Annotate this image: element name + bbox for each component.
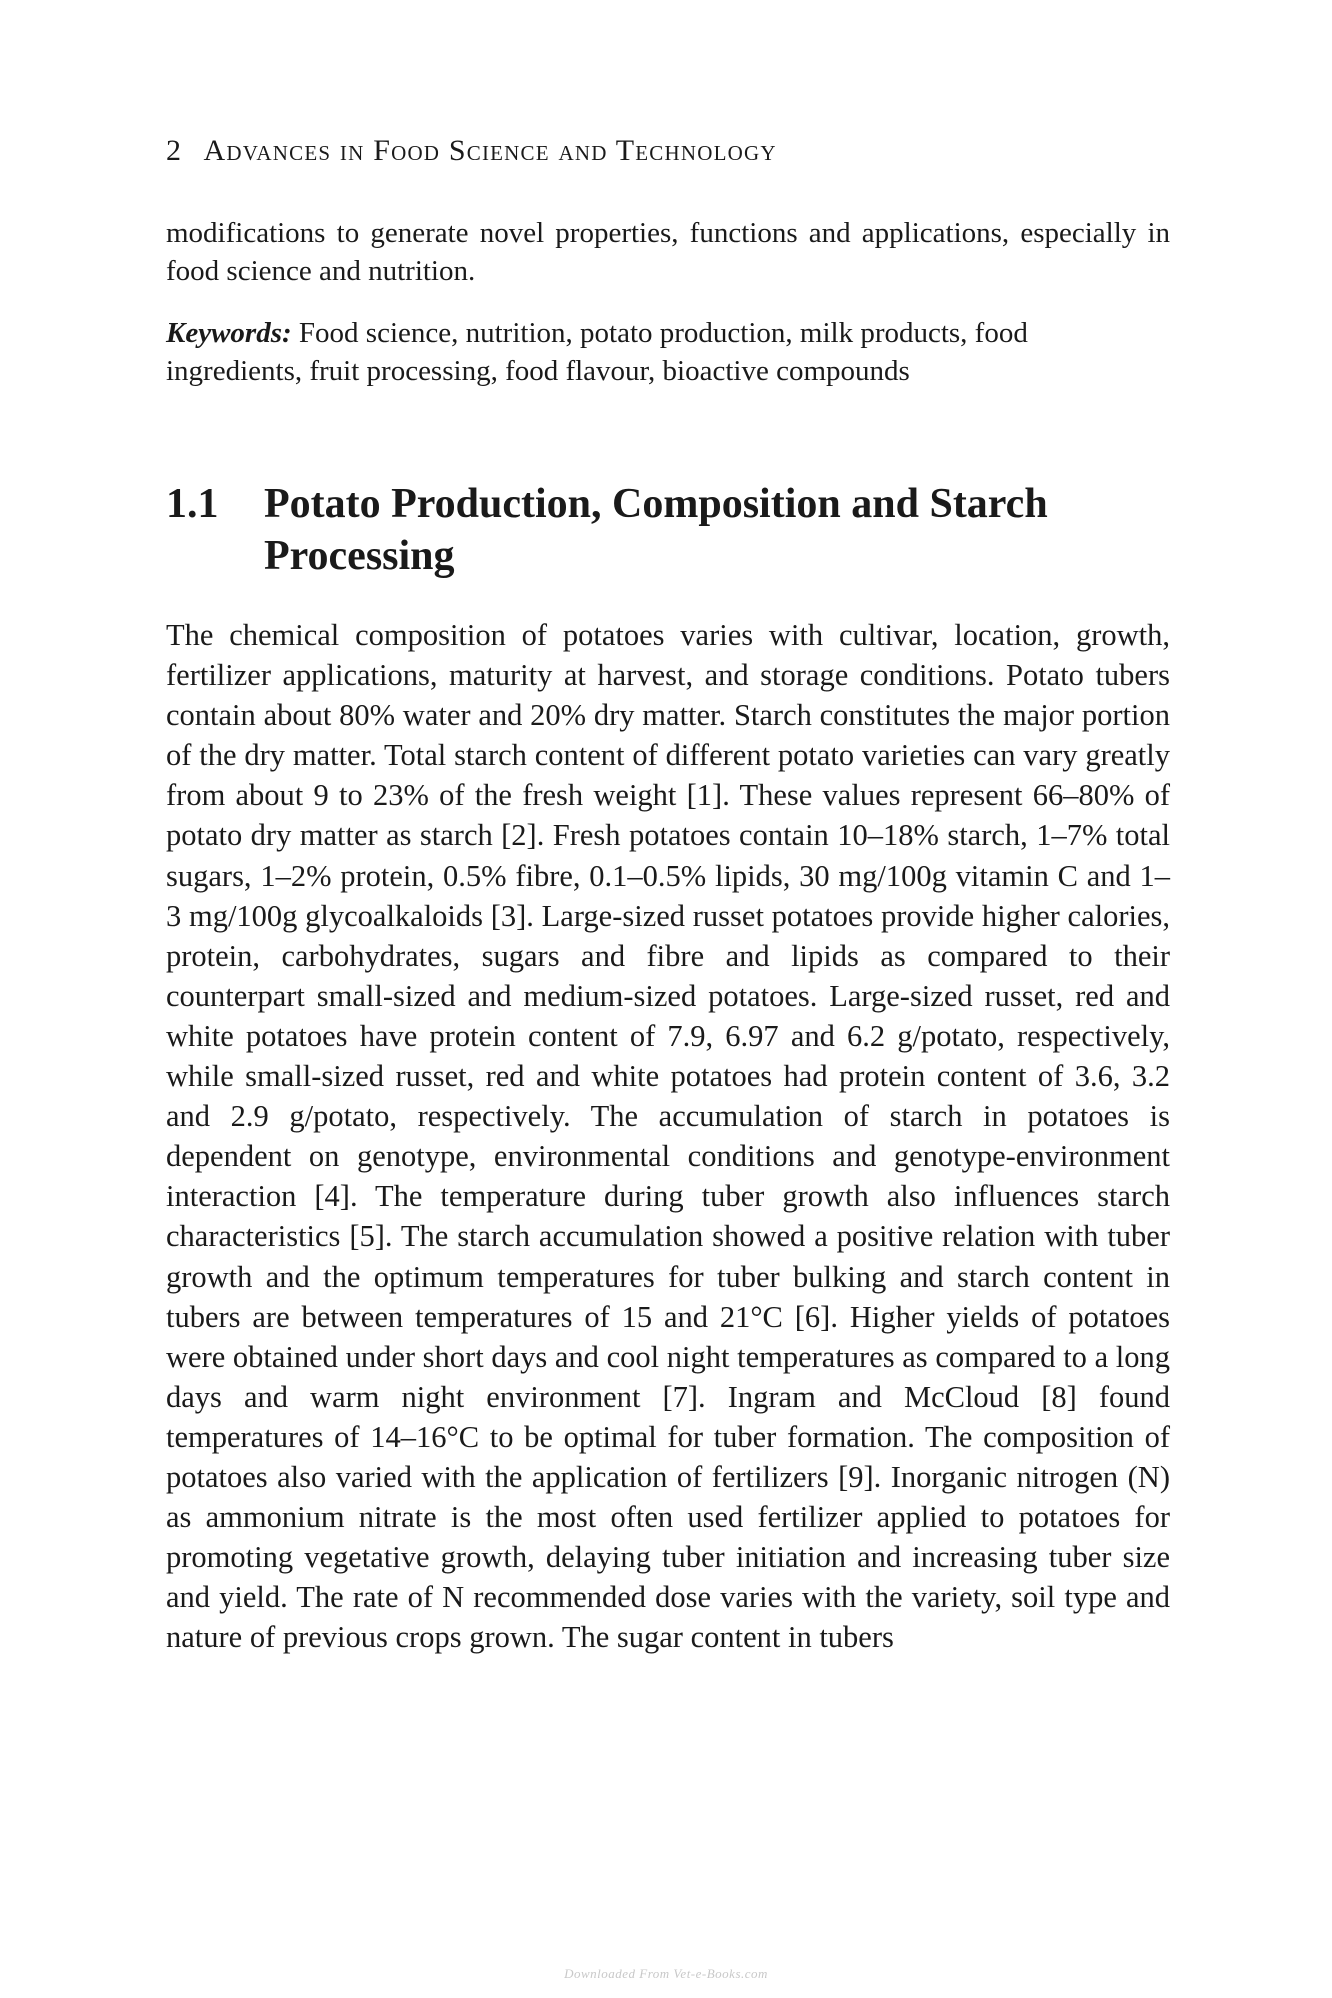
keywords-label: Keywords: xyxy=(166,317,292,349)
section-heading xyxy=(166,478,1176,582)
running-header xyxy=(166,134,777,168)
page-number: 2 xyxy=(166,134,182,167)
intro-paragraph: modifications to generate novel properties, functions and applications, especially in food science and nutrition. xyxy=(166,217,1170,287)
section-title: Potato Production, Composition and Starch Processing xyxy=(264,481,1048,579)
section-number: 1.1 xyxy=(166,481,219,527)
footer-watermark: Downloaded From Vet-e-Books.com xyxy=(564,1966,768,1981)
keywords-list: Food science, nutrition, potato production, milk products, food ingredients, fruit processing, food flavour, bioactive compounds xyxy=(166,317,1028,387)
body-paragraph: The chemical composition of potatoes varies with cultivar, location, growth, fertilizer applications, maturity at harvest, and storage conditions. Potato tubers contain about 80% water and 20% dry matter. Starch constitutes the major portion of the dry matter. Total starch content of different potato varieties can vary greatly from about 9 to 23% of the fresh weight [1]. These values represent 66–80% of potato dry matter as starch [2]. Fresh potatoes contain 10–18% starch, 1–7% total sugars, 1–2% protein, 0.5% fibre, 0.1–0.5% lipids, 30 mg/100g vitamin C and 1–3 mg/100g glycoalkaloids [3]. Large-sized russet potatoes provide higher calories, protein, carbohydrates, sugars and fibre and lipids as compared to their counterpart small-sized and medium-sized potatoes. Large-sized russet, red and white potatoes have protein content of 7.9, 6.97 and 6.2 g/potato, respectively, while small-sized russet, red and white potatoes had protein content of 3.6, 3.2 and 2.9 g/potato, respectively. The accumulation of starch in potatoes is dependent on genotype, environmental conditions and genotype-environment interaction [4]. The temperature during tuber growth also influences starch characteristics [5]. The starch accumulation showed a positive relation with tuber growth and the optimum temperatures for tuber bulking and starch content in tubers are between temperatures of 15 and 21°C [6]. Higher yields of potatoes were obtained under short days and cool night temperatures as compared to a long days and warm night environment [7]. Ingram and McCloud [8] found temperatures of 14–16°C to be optimal for tuber formation. The composition of potatoes also varied with the application of fertilizers [9]. Inorganic nitrogen (N) as ammonium nitrate is the most often used fertilizer applied to potatoes for promoting vegetative growth, delaying tuber initiation and increasing tuber size and yield. The rate of N recommended dose varies with the variety, soil type and nature of previous crops grown. The sugar content in tubers xyxy=(166,618,1170,1655)
keywords-paragraph xyxy=(166,314,1170,390)
book-title: Advances in Food Science and Technology xyxy=(203,134,777,167)
